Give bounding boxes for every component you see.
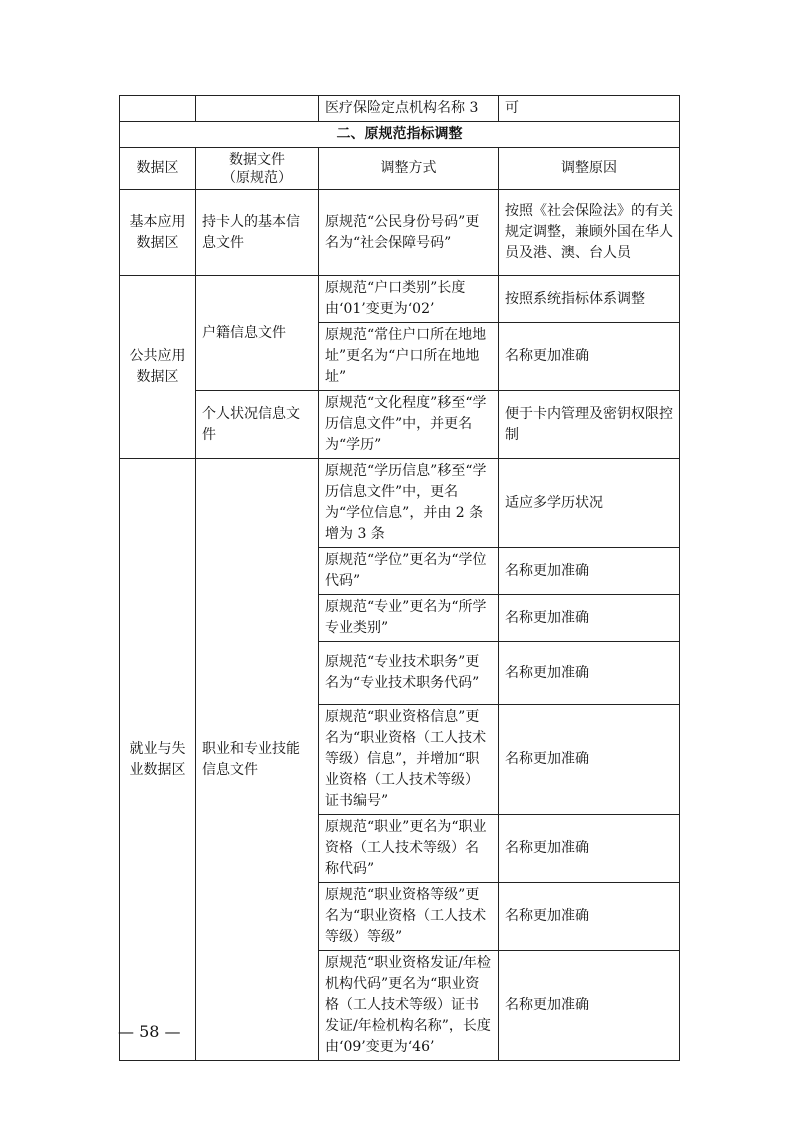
- method-cell: 原规范“职业资格发证/年检机构代码”更名为“职业资格（工人技术等级）证书发证/年检机构名称”，长度由‘09’变更为‘46’: [319, 951, 499, 1061]
- adjustment-table: [119, 95, 680, 1061]
- reason-cell: 名称更加准确: [499, 548, 680, 595]
- table-row: [120, 190, 680, 276]
- table-row: [120, 96, 680, 122]
- reason-cell: 名称更加准确: [499, 595, 680, 642]
- reason-cell: 名称更加准确: [499, 705, 680, 815]
- method-cell: 原规范“专业”更名为“所学专业类别”: [319, 595, 499, 642]
- reason-cell: 按照系统指标体系调整: [499, 276, 680, 323]
- table-row: [120, 459, 680, 548]
- method-cell: 原规范“学位”更名为“学位代码”: [319, 548, 499, 595]
- header-file: [196, 148, 319, 190]
- area-cell: 公共应用数据区: [120, 276, 196, 459]
- method-cell: 原规范“公民身份号码”更名为“社会保障号码”: [319, 190, 499, 276]
- empty-cell: [196, 96, 319, 122]
- method-cell: 原规范“学历信息”移至“学历信息文件”中，更名为“学位信息”，并由 2 条增为 3 条: [319, 459, 499, 548]
- reason-cell: 名称更加准确: [499, 883, 680, 951]
- section-row: [120, 122, 680, 148]
- reason-cell: 名称更加准确: [499, 815, 680, 883]
- method-cell: 原规范“常住户口所在地地址”更名为“户口所在地地址”: [319, 323, 499, 391]
- header-reason: 调整原因: [499, 148, 680, 190]
- file-cell: 持卡人的基本信息文件: [196, 190, 319, 276]
- method-cell: 原规范“职业资格信息”更名为“职业资格（工人技术等级）信息”，并增加“职业资格（工人技术等级）证书编号”: [319, 705, 499, 815]
- header-method: 调整方式: [319, 148, 499, 190]
- item-cell: 可: [499, 96, 680, 122]
- method-cell: 原规范“职业”更名为“职业资格（工人技术等级）名称代码”: [319, 815, 499, 883]
- file-cell: 户籍信息文件: [196, 276, 319, 391]
- table-row: [120, 391, 680, 459]
- reason-cell: 便于卡内管理及密钥权限控制: [499, 391, 680, 459]
- reason-cell: 名称更加准确: [499, 323, 680, 391]
- header-file-text: 数据文件 （原规范）: [222, 151, 292, 186]
- header-area: 数据区: [120, 148, 196, 190]
- file-cell: 职业和专业技能信息文件: [196, 459, 319, 1061]
- empty-cell: [120, 96, 196, 122]
- reason-cell: 适应多学历状况: [499, 459, 680, 548]
- method-cell: 原规范“专业技术职务”更名为“专业技术职务代码”: [319, 642, 499, 705]
- area-cell: 就业与失业数据区: [120, 459, 196, 1061]
- reason-cell: 名称更加准确: [499, 951, 680, 1061]
- page-number: — 58 —: [118, 1022, 181, 1041]
- reason-cell: 名称更加准确: [499, 642, 680, 705]
- method-cell: 原规范“职业资格等级”更名为“职业资格（工人技术等级）等级”: [319, 883, 499, 951]
- area-cell: 基本应用数据区: [120, 190, 196, 276]
- method-cell: 原规范“户口类别”长度由‘01’变更为‘02’: [319, 276, 499, 323]
- reason-cell: 按照《社会保险法》的有关规定调整，兼顾外国在华人员及港、澳、台人员: [499, 190, 680, 276]
- table-row: [120, 276, 680, 323]
- file-cell: 个人状况信息文件: [196, 391, 319, 459]
- section-title: 二、原规范指标调整: [120, 122, 680, 148]
- method-cell: 原规范“文化程度”移至“学历信息文件”中，并更名为“学历”: [319, 391, 499, 459]
- item-cell: 医疗保险定点机构名称 3: [319, 96, 499, 122]
- header-row: [120, 148, 680, 190]
